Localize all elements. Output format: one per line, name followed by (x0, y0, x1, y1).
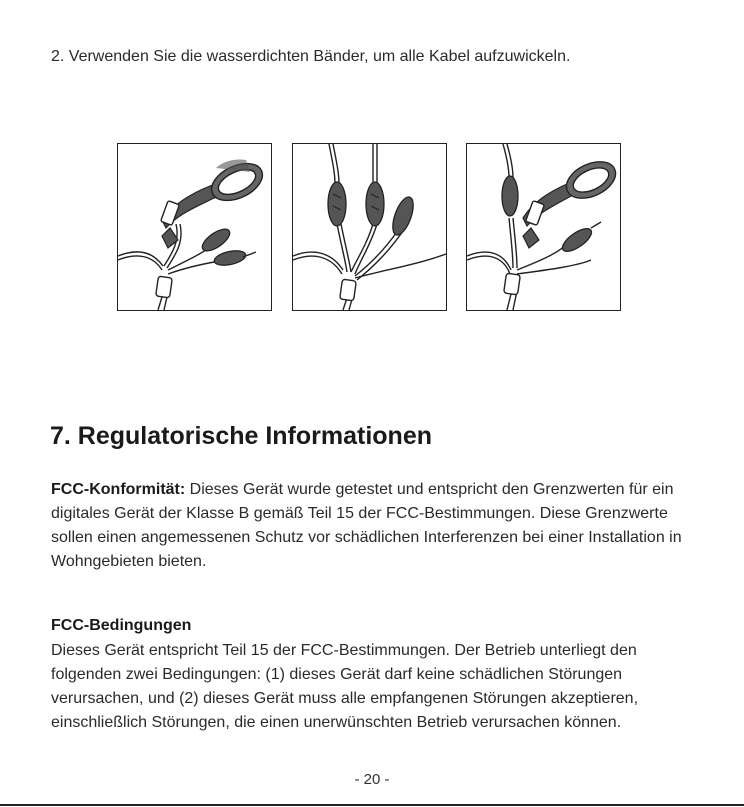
fcc-conditions-heading: FCC-Bedingungen (51, 617, 192, 634)
page-number: - 20 - (354, 771, 390, 788)
cable-wrapping-illustration-3 (466, 143, 621, 311)
step-instruction: 2. Verwenden Sie die wasserdichten Bänder, um alle Kabel aufzuwickeln. (51, 48, 571, 65)
cable-wrapping-illustration-2 (292, 143, 447, 311)
fcc-compliance-label: FCC-Konformität: (51, 481, 186, 498)
cable-wrapping-illustration-1 (117, 143, 272, 311)
fcc-compliance-text: Dieses Gerät wurde getestet und entspricht den Grenzwerten für ein digitales Gerät der Klasse B gemäß Teil 15 der FCC-Bestimmungen. Diese Grenzwerte sollen einen angemessenen Schutz vor schädlichen Interferenzen bei einer Installation in Wohngebieten bieten. (51, 481, 682, 570)
fcc-compliance-paragraph (51, 478, 701, 574)
illustration-row (117, 143, 622, 313)
fcc-conditions-text: Dieses Gerät entspricht Teil 15 der FCC-Bestimmungen. Der Betrieb unterliegt den folgenden zwei Bedingungen: (1) dieses Gerät darf keine schädlichen Störungen verursachen, und (2) dieses Gerät muss alle empfangenen Störungen akzeptieren, einschließlich Störungen, die einen unerwünschten Betrieb verursachen können. (51, 642, 639, 731)
page-bottom-rule (0, 804, 744, 806)
section-title: 7. Regulatorische Informationen (50, 422, 433, 450)
